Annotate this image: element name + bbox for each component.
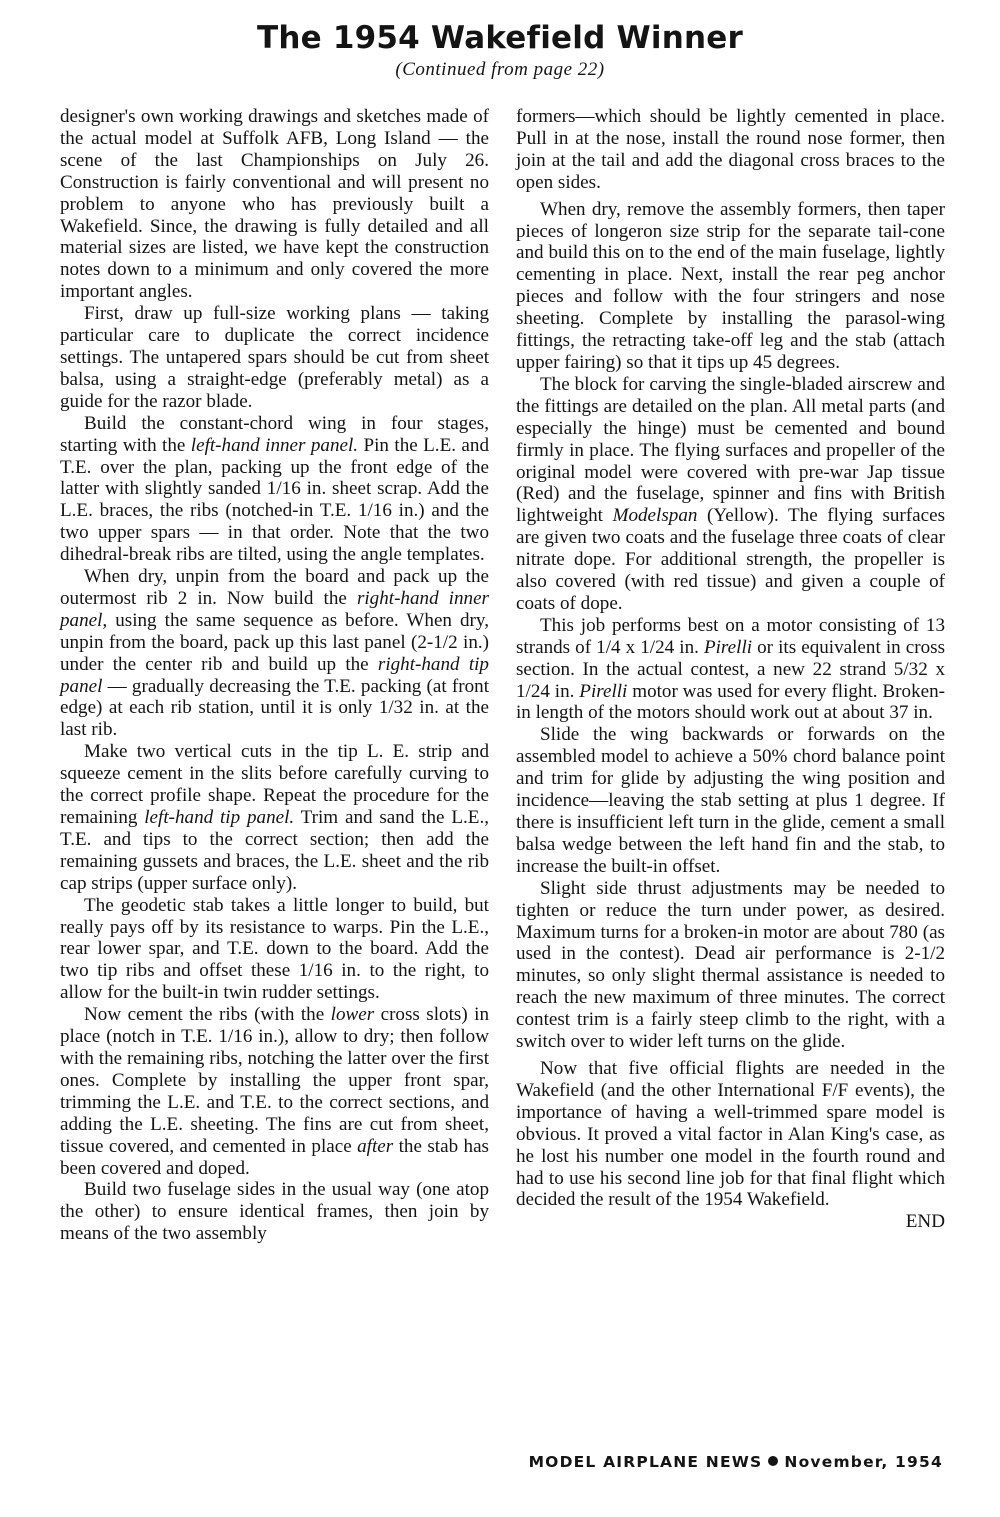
emphasis: Pirelli [703, 636, 753, 658]
paragraph [516, 615, 945, 725]
issue-date: November, 1954 [784, 1453, 943, 1471]
paragraph [60, 566, 489, 741]
end-mark: END [905, 1211, 945, 1233]
text-run: the stab has been covered and doped. [60, 1135, 489, 1179]
emphasis: left-hand tip panel. [144, 807, 295, 828]
text-run: Build the constant-chord wing in four stages, starting with the [60, 412, 489, 456]
paragraph: Slight side thrust adjustments may be needed to tighten or reduce the turn under power, as desired. Maximum turns for a broken-in motor are about 780 (as used in the contest). Dead air performance is 2-1/2 minutes, so only slight thermal assistance is needed to reach the new maximum of three minutes. The correct contest trim is a fairly steep climb to the right, with a switch over to wider left turns on the glide. [516, 877, 945, 1053]
emphasis: right-hand inner panel, [60, 587, 489, 631]
bullet-icon [768, 1456, 778, 1466]
paragraph [60, 741, 489, 894]
text-run: When dry, unpin from the board and pack up the outermost rib 2 in. Now build the [60, 566, 489, 609]
paragraph: Slide the wing backwards or forwards on the assembled model to achieve a 50% chord balance point and trim for glide by adjusting the wing position and incidence—leaving the stab setting at plus 1 degree. If there is insufficient left turn in the glide, cement a small balsa wedge between the left hand fin and the stab, to increase the built-in offset. [516, 724, 945, 877]
text-run: or its equivalent in cross section. In the actual contest, a new 22 strand 5/32 x 1/24 in. [516, 636, 945, 702]
paragraph: The geodetic stab takes a little longer to build, but really pays off by its resistance to warps. Pin the L.E., rear lower spar, and T.E. down to the board. Add the two tip ribs and offset these 1/16 in. to the right, to allow for the built-in twin rudder settings. [60, 894, 489, 1004]
text-run: The block for carving the single-bladed airscrew and the fittings are detailed on the plan. All metal parts (and especially the hinge) must be cemented and bound firmly in place. The flying surfaces and propeller of the original model were covered with pre-war Jap tissue (Red) and the fuselage, spinner and fins with British lightweight [516, 373, 945, 527]
emphasis: left-hand inner panel. [190, 434, 359, 456]
publication-name: MODEL AIRPLANE NEWS [528, 1453, 763, 1471]
paragraph [60, 413, 489, 566]
left-column [60, 106, 489, 1245]
text-run: Pin the L.E. and T.E. over the plan, packing up the front edge of the latter with slightly sanded 1/16 in. sheet scrap. Add the L.E. braces, the ribs (notched-in T.E. 1/16 in.) and the two upper spars — in that order. Note that the two dihedral-break ribs are tilted, using the angle templates. [60, 434, 489, 566]
emphasis: after [357, 1135, 394, 1157]
paragraph: designer's own working drawings and sketches made of the actual model at Suffolk AFB, Long Island — the scene of the last Championships on July 26. Construction is fairly conventional and will present no problem to anyone who has previously built a Wakefield. Since, the drawing is fully detailed and all material sizes are listed, we have kept the construction notes down to a minimum and only covered the more important angles. [60, 106, 489, 303]
paragraph [60, 1004, 489, 1179]
text-run: Trim and sand the L.E., T.E. and tips to the correct section; then add the remaining gussets and braces, the L.E. sheet and the rib cap strips (upper surface only). [60, 807, 489, 894]
text-run: This job performs best on a motor consisting of 13 strands of 1/4 x 1/24 in. [516, 614, 945, 658]
right-column [516, 106, 945, 1233]
paragraph: formers—which should be lightly cemented in place. Pull in at the nose, install the round nose former, then join at the tail and add the diagonal cross braces to the open sides. [516, 106, 945, 193]
emphasis: Modelspan [612, 505, 698, 527]
paragraph: First, draw up full-size working plans — taking particular care to duplicate the correct incidence settings. The untapered spars should be cut from sheet balsa, using a straight-edge (preferably metal) as a guide for the razor blade. [60, 303, 489, 412]
text-run: — gradually decreasing the T.E. packing (at front edge) at each rib station, until it is only 1/32 in. at the last rib. [60, 675, 489, 741]
paragraph: Build two fuselage sides in the usual way (one atop the other) to ensure identical frames, then join by means of the two assembly [60, 1179, 489, 1245]
emphasis: lower [330, 1004, 375, 1026]
emphasis: right-hand tip panel [60, 653, 489, 697]
paragraph: When dry, remove the assembly formers, then taper pieces of longeron size strip for the separate tail-cone and build this on to the end of the main fuselage, lightly cementing in place. Next, install the rear peg anchor pieces and follow with the four stringers and nose sheeting. Complete by installing the parasol-wing fittings, the retracting take-off leg and the stab (attach upper fairing) so that it tips up 45 degrees. [516, 198, 945, 373]
paragraph: Now that five official flights are needed in the Wakefield (and the other International F/F events), the importance of having a well-trimmed spare model is obvious. It proved a vital factor in Alan King's case, as he lost his number one model in the fourth round and had to use his second line job for that final flight which decided the result of the 1954 Wakefield. [516, 1057, 945, 1211]
text-run: cross slots) in place (notch in T.E. 1/16 in.), allow to dry; then follow with the remaining ribs, notching the latter over the first ones. Complete by installing the upper front spar, trimming the L.E. and T.E. to the correct sections, and adding the L.E. sheeting. The fins are cut from sheet, tissue covered, and cemented in place [60, 1004, 489, 1157]
text-run: Make two vertical cuts in the tip L. E. strip and squeeze cement in the slits before carefully curving to the correct profile shape. Repeat the procedure for the remaining [60, 741, 489, 828]
text-run: Now cement the ribs (with the [84, 1004, 331, 1026]
text-run: (Yellow). The flying surfaces are given two coats and the fuselage three coats of clear nitrate dope. For additional strength, the propeller is also covered (with red tissue) and given a couple of coats of dope. [516, 505, 946, 614]
text-run: using the same sequence as before. When dry, unpin from the board, pack up this last panel (2-1/2 in.) under the center rib and build up the [60, 609, 489, 675]
continued-note: (Continued from page 22) [395, 59, 605, 80]
emphasis: Pirelli [579, 680, 628, 702]
text-run: motor was used for every flight. Broken-in length of the motors should work out at about 37 in. [516, 680, 945, 724]
page-footer [529, 1453, 943, 1471]
paragraph [516, 374, 945, 615]
article-title: The 1954 Wakefield Winner [257, 20, 743, 56]
